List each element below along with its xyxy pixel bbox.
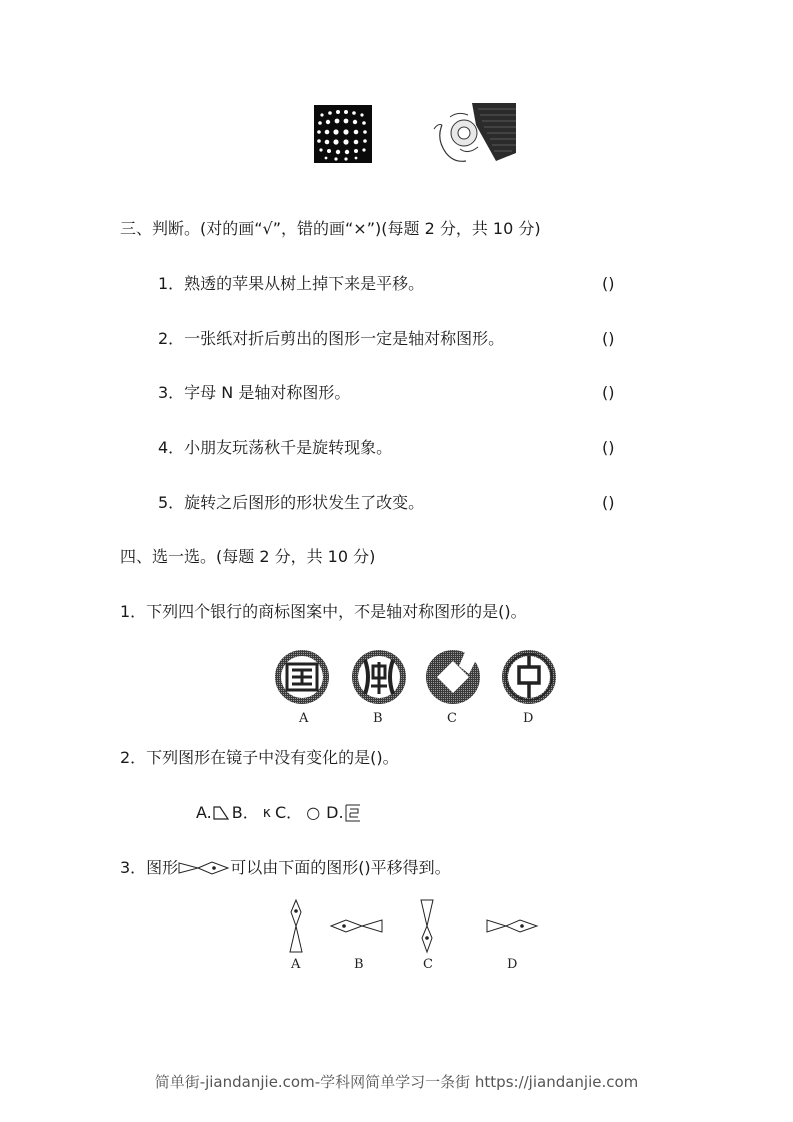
disco-ball-image	[314, 105, 372, 163]
section3-heading: 三、判断。(对的画“√”，错的画“×”)(每题 2 分，共 10 分)	[120, 219, 541, 238]
shape-b-icon	[331, 920, 382, 932]
bank-logo-c-icon	[426, 650, 480, 704]
bowtie-fish-icon	[178, 861, 230, 875]
shape-label-b: B	[354, 957, 364, 972]
shape-d-icon	[487, 920, 537, 932]
option-a-label[interactable]: A.	[196, 803, 212, 822]
bank-logos	[273, 648, 558, 708]
trapezoid-icon	[212, 805, 230, 821]
shape-a-icon	[290, 900, 302, 952]
option-c-shape: ○	[306, 803, 321, 822]
judge-paren-3[interactable]: ()	[602, 383, 615, 402]
bank-logo-b-icon	[352, 650, 406, 704]
question-2-options	[196, 803, 362, 823]
page-footer: 简单街-jiandanjie.com-学科网简单学习一条街 https://jiandanjie.com	[154, 1073, 639, 1091]
judge-item-3: 3．字母 N 是轴对称图形。	[158, 383, 351, 402]
option-d-label[interactable]: D.	[326, 803, 344, 822]
judge-paren-4[interactable]: ()	[602, 438, 615, 457]
question-2-text: 2．下列图形在镜子中没有变化的是()。	[120, 748, 399, 767]
logo-label-d: D	[523, 711, 534, 726]
shape-c-icon	[421, 900, 433, 952]
bank-logo-d-icon	[502, 650, 556, 704]
option-b-label[interactable]: B．	[231, 803, 259, 822]
letter-e-shape-icon	[344, 804, 362, 822]
section4-heading: 四、选一选。(每题 2 分，共 10 分)	[120, 547, 376, 566]
shape-label-d: D	[507, 957, 518, 972]
logo-label-c: C	[447, 711, 457, 726]
shape-label-c: C	[423, 957, 433, 972]
judge-item-4: 4．小朋友玩荡秋千是旋转现象。	[158, 438, 393, 457]
screwdriver-image	[432, 103, 516, 165]
bank-logo-a-icon	[275, 650, 329, 704]
shape-label-a: A	[291, 957, 301, 972]
judge-paren-1[interactable]: ()	[602, 274, 615, 293]
translation-options	[284, 898, 544, 956]
judge-item-1: 1．熟透的苹果从树上掉下来是平移。	[158, 274, 425, 293]
judge-paren-2[interactable]: ()	[602, 329, 615, 348]
option-b-shape: κ	[262, 805, 271, 821]
question-3-text-after: 可以由下面的图形()平移得到。	[230, 858, 451, 877]
option-c-label[interactable]: C．	[275, 803, 303, 822]
judge-paren-5[interactable]: ()	[602, 493, 615, 512]
logo-label-a: A	[299, 711, 309, 726]
question-3-text-before: 3．图形	[120, 858, 179, 877]
judge-item-2: 2．一张纸对折后剪出的图形一定是轴对称图形。	[158, 329, 505, 348]
question-1-text: 1．下列四个银行的商标图案中，不是轴对称图形的是()。	[120, 602, 527, 621]
question-3-line	[120, 858, 451, 878]
judge-item-5: 5．旋转之后图形的形状发生了改变。	[158, 493, 425, 512]
logo-label-b: B	[373, 711, 383, 726]
